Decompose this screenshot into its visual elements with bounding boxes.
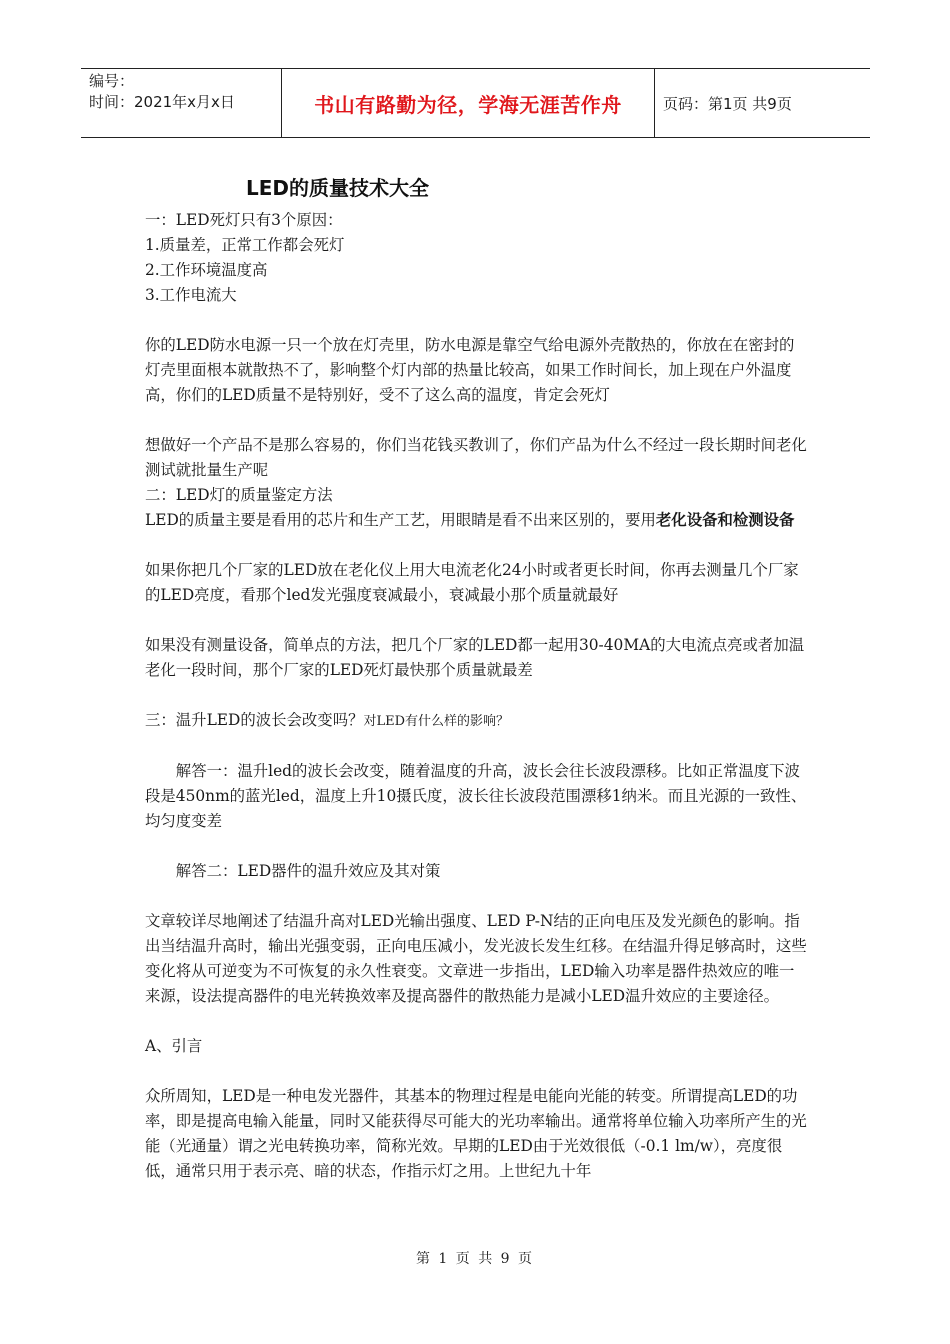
section1-heading: 一：LED死灯只有3个原因： — [145, 211, 343, 229]
paragraph-6: 文章较详尽地阐述了结温升高对LED光输出强度、LED P-N结的正向电压及发光颜色的影响。指出当结温升高时，输出光强变弱，正向电压减小，发光波长发生红移。在结温升得足够高时，这些变化将从可逆变为不可恢复的永久性衰变。文章进一步指出，LED输入功率是器件热效应的唯一来源，设法提高器件的电光转换效率及提高器件的散热能力是减小LED温升效应的主要途径。 — [145, 912, 807, 1005]
paragraph-7: 众所周知，LED是一种电发光器件，其基本的物理过程是电能向光能的转变。所谓提高LED的功率，即是提高电输入能量，同时又能获得尽可能大的光功率输出。通常将单位输入功率所产生的光能（光通量）谓之光电转换功率，简称光效。早期的LED由于光效很低（-0.1 lm/w），亮度很低，通常只用于表示亮、暗的状态，作指示灯之用。上世纪九十年 — [145, 1087, 807, 1180]
paragraph-4: 如果你把几个厂家的LED放在老化仪上用大电流老化24小时或者更长时间，你再去测量几个厂家的LED亮度，看那个led发光强度衰减最小，衰减最小那个质量就最好 — [145, 561, 799, 604]
header-meta-cell — [81, 69, 281, 137]
answer-1: 解答一：温升led的波长会改变，随着温度的升高，波长会往长波段漂移。比如正常温度下波段是450nm的蓝光led，温度上升10摄氏度，波长往长波段范围漂移1纳米。而且光源的一致性、均匀度变差 — [145, 762, 807, 830]
paragraph-2: 想做好一个产品不是那么容易的，你们当花钱买教训了，你们产品为什么不经过一段长期时间老化测试就批量生产呢 — [145, 436, 807, 479]
section1-item-1: 1.质量差，正常工作都会死灯 — [145, 236, 345, 254]
motto-text: 书山有路勤为径，学海无涯苦作舟 — [314, 92, 622, 117]
paragraph-3-bold: 老化设备和检测设备 — [655, 511, 795, 529]
section3-heading — [145, 708, 807, 734]
page-footer: 第 1 页 共 9 页 — [415, 1251, 535, 1267]
number-label: 编号： — [89, 72, 135, 90]
paragraph-5: 如果没有测量设备，简单点的方法，把几个厂家的LED都一起用30-40MA的大电流点亮或者加温老化一段时间，那个厂家的LED死灯最快那个质量就最差 — [145, 636, 805, 679]
page-info-cell — [655, 69, 870, 137]
time-label: 时间：2021年x月x日 — [89, 93, 235, 111]
answer-2: 解答二：LED器件的温升效应及其对策 — [175, 862, 441, 880]
section2-heading: 二：LED灯的质量鉴定方法 — [145, 486, 333, 504]
section1-item-3: 3.工作电流大 — [145, 286, 237, 304]
document-title: LED的质量技术大全 — [246, 176, 430, 200]
section1-item-2: 2.工作环境温度高 — [145, 261, 268, 279]
paragraph-3 — [145, 508, 807, 533]
sectionA-heading: A、引言 — [145, 1037, 203, 1055]
motto-cell — [281, 69, 655, 137]
header-table — [81, 68, 870, 138]
section3-heading-sub: 对LED有什么样的影响？ — [363, 714, 510, 729]
paragraph-3-text: LED的质量主要是看用的芯片和生产工艺，用眼睛是看不出来区别的，要用 — [145, 511, 656, 529]
page-info: 页码：第1页 共9页 — [663, 94, 792, 113]
section3-heading-main: 三：温升LED的波长会改变吗？ — [145, 711, 364, 729]
paragraph-1: 你的LED防水电源一只一个放在灯壳里，防水电源是靠空气给电源外壳散热的，你放在在密封的灯壳里面根本就散热不了，影响整个灯内部的热量比较高，如果工作时间长，加上现在户外温度高，你们的LED质量不是特别好，受不了这么高的温度，肯定会死灯 — [145, 336, 795, 404]
document-body — [145, 208, 807, 1184]
